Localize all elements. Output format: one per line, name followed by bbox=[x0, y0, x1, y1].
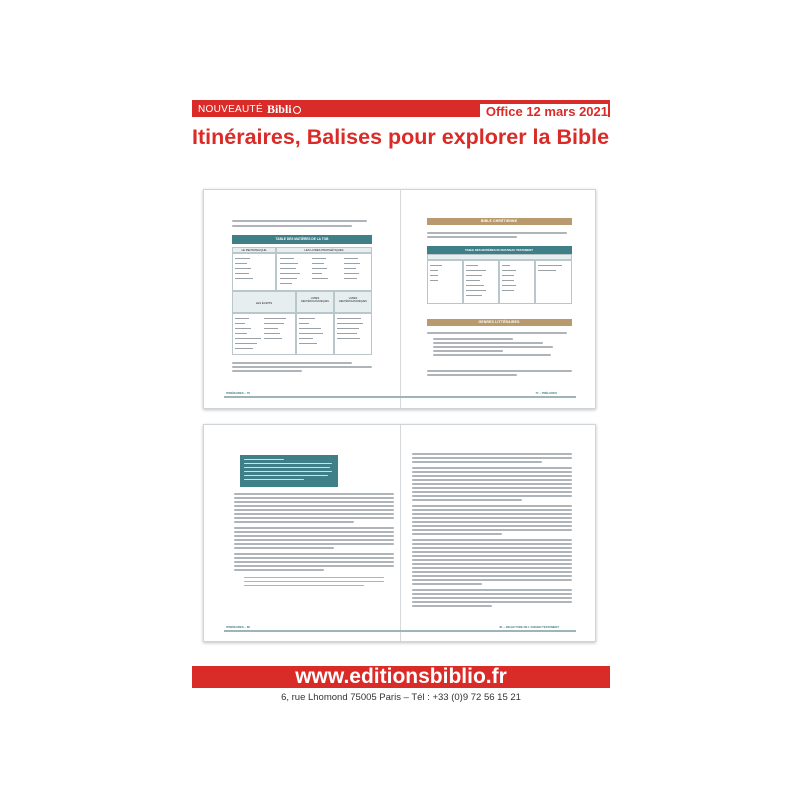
biblio-logo bbox=[267, 102, 301, 117]
page-footer: 77 – PRÉLUDES bbox=[535, 391, 557, 395]
text-line bbox=[412, 513, 572, 515]
text-line bbox=[234, 565, 394, 567]
cell-text bbox=[280, 263, 298, 264]
spread1-left-page bbox=[204, 190, 400, 408]
cell-text bbox=[299, 323, 309, 324]
cell-text bbox=[235, 273, 249, 274]
cell-text bbox=[466, 290, 486, 291]
bullet-line bbox=[433, 354, 551, 356]
footnote-line bbox=[232, 370, 302, 372]
table-cell bbox=[463, 260, 499, 304]
text-line bbox=[234, 553, 394, 555]
text-line bbox=[412, 583, 482, 585]
cell-text bbox=[264, 333, 280, 334]
cell-text bbox=[299, 328, 321, 329]
col-deutero-2: LIVRES DEUTÉROCANONIQUES bbox=[334, 291, 372, 313]
text-line bbox=[234, 501, 394, 503]
text-line bbox=[234, 505, 394, 507]
col-pentateuque: LE PENTATEUQUE bbox=[232, 247, 276, 253]
page-title: Itinéraires, Balises pour explorer la Bible bbox=[192, 125, 610, 149]
text-line bbox=[412, 509, 572, 511]
cell-text bbox=[235, 333, 247, 334]
text-line bbox=[234, 521, 354, 523]
text-line bbox=[412, 551, 572, 553]
cell-text bbox=[280, 283, 292, 284]
section-bible-chretienne: BIBLE CHRÉTIENNE bbox=[427, 218, 572, 225]
cell-text bbox=[430, 270, 438, 271]
cell-text bbox=[344, 273, 359, 274]
text-line bbox=[234, 543, 394, 545]
text-line bbox=[234, 509, 394, 511]
text-line bbox=[412, 471, 572, 473]
text-line bbox=[427, 332, 567, 334]
cell-text bbox=[466, 275, 482, 276]
cell-text bbox=[430, 280, 438, 281]
cell-text bbox=[430, 265, 442, 266]
nouveaute-label: NOUVEAUTÉ bbox=[198, 103, 263, 115]
text-line bbox=[427, 236, 517, 238]
cell-text bbox=[235, 348, 253, 349]
text-line bbox=[412, 575, 572, 577]
text-line bbox=[412, 605, 492, 607]
text-line bbox=[412, 539, 572, 541]
text-line bbox=[412, 543, 572, 545]
cell-text bbox=[466, 280, 480, 281]
cell-text bbox=[502, 290, 514, 291]
logo-text: Bibli bbox=[266, 101, 292, 116]
cell-text bbox=[235, 263, 247, 264]
cell-text bbox=[337, 318, 361, 319]
text-line bbox=[234, 497, 394, 499]
publisher-address: 6, rue Lhomond 75005 Paris – Tél : +33 (0)9 72 56 15 21 bbox=[281, 692, 521, 703]
text-line bbox=[234, 547, 334, 549]
text-line bbox=[412, 487, 572, 489]
cell-text bbox=[502, 270, 516, 271]
col-deutero-1: LIVRES DEUTÉROCANONIQUES bbox=[296, 291, 334, 313]
cell-text bbox=[502, 285, 516, 286]
cell-text bbox=[538, 270, 556, 271]
cell-text bbox=[299, 318, 315, 319]
spread1-right-page bbox=[400, 190, 596, 408]
cell-text bbox=[312, 273, 322, 274]
col-prophetiques: LES LIVRES PROPHÉTIQUES bbox=[276, 247, 372, 253]
page-footer: ITINÉRAIRES – 80 bbox=[226, 625, 250, 629]
bullet-line bbox=[433, 350, 503, 352]
text-line bbox=[412, 517, 572, 519]
text-line bbox=[412, 567, 572, 569]
text-line bbox=[412, 579, 572, 581]
footnote-line bbox=[427, 374, 517, 376]
text-line bbox=[412, 461, 542, 463]
cell-text bbox=[502, 265, 510, 266]
text-line bbox=[412, 483, 572, 485]
cell-text bbox=[344, 268, 356, 269]
cell-text bbox=[264, 328, 278, 329]
cell-text bbox=[280, 268, 296, 269]
text-line bbox=[412, 467, 572, 469]
spread2-left-page bbox=[204, 425, 400, 641]
page-footer-rule bbox=[400, 630, 576, 632]
cell-text bbox=[280, 278, 297, 279]
cell-text bbox=[344, 278, 357, 279]
website-banner: www.editionsbiblio.fr bbox=[192, 666, 610, 688]
cell-text bbox=[299, 338, 313, 339]
page-footer-rule bbox=[224, 630, 400, 632]
page-footer: 81 – RELECTURE DE L'ANCIEN TESTAMENT bbox=[499, 625, 560, 629]
text-line bbox=[412, 529, 572, 531]
text-line bbox=[412, 589, 572, 591]
cell-text bbox=[430, 275, 438, 276]
cell-text bbox=[337, 328, 359, 329]
brand bbox=[198, 102, 301, 116]
cell-text bbox=[337, 338, 360, 339]
note-line bbox=[244, 585, 364, 586]
text-line bbox=[232, 225, 352, 227]
text-line bbox=[412, 499, 522, 501]
text-line bbox=[234, 493, 394, 495]
logo-circle-icon bbox=[293, 106, 301, 114]
table-cell bbox=[427, 260, 463, 304]
cell-text bbox=[466, 285, 484, 286]
page-footer-rule bbox=[400, 396, 576, 398]
cell-text bbox=[235, 318, 249, 319]
col-ecrits: LES ÉCRITS bbox=[232, 291, 296, 313]
cell-text bbox=[502, 275, 514, 276]
cell-text bbox=[280, 258, 294, 259]
cell-text bbox=[466, 295, 482, 296]
text-line bbox=[234, 569, 324, 571]
text-line bbox=[412, 457, 572, 459]
bullet-line bbox=[433, 342, 543, 344]
text-line bbox=[412, 597, 572, 599]
cell-text bbox=[466, 270, 486, 271]
cell-text bbox=[299, 333, 323, 334]
cell-text bbox=[337, 323, 363, 324]
text-line bbox=[412, 453, 572, 455]
text-line bbox=[412, 563, 572, 565]
section-genres-litteraires: GENRES LITTÉRAIRES bbox=[427, 319, 572, 326]
cell-text bbox=[312, 278, 328, 279]
text-line bbox=[412, 559, 572, 561]
cell-text bbox=[312, 268, 327, 269]
cell-text bbox=[344, 258, 358, 259]
cell-text bbox=[264, 318, 286, 319]
text-line bbox=[232, 220, 367, 222]
tob-table-title: TABLE DES MATIÈRES DE LA TOB bbox=[232, 235, 372, 244]
text-line bbox=[234, 531, 394, 533]
cell-text bbox=[344, 263, 360, 264]
text-line bbox=[412, 521, 572, 523]
page-footer: ITINÉRAIRES – 76 bbox=[226, 391, 250, 395]
text-line bbox=[412, 547, 572, 549]
bullet-line bbox=[433, 338, 513, 340]
cell-text bbox=[299, 343, 317, 344]
cell-text bbox=[235, 328, 251, 329]
text-line bbox=[412, 593, 572, 595]
text-line bbox=[234, 557, 394, 559]
footnote-line bbox=[232, 366, 372, 368]
note-line bbox=[244, 577, 384, 578]
text-line bbox=[412, 495, 572, 497]
office-date: Office 12 mars 2021 bbox=[480, 104, 608, 119]
cell-text bbox=[235, 323, 245, 324]
cell-text bbox=[235, 278, 253, 279]
bullet-line bbox=[433, 346, 553, 348]
cell-text bbox=[264, 338, 282, 339]
text-line bbox=[412, 533, 502, 535]
cell-text bbox=[312, 258, 326, 259]
cell-text bbox=[235, 338, 261, 339]
note-line bbox=[244, 581, 384, 582]
text-line bbox=[412, 475, 572, 477]
cell-text bbox=[337, 333, 357, 334]
cell-text bbox=[235, 343, 257, 344]
table-cell bbox=[535, 260, 572, 304]
text-line bbox=[234, 561, 394, 563]
text-line bbox=[234, 517, 394, 519]
cell-text bbox=[312, 263, 324, 264]
text-line bbox=[234, 513, 394, 515]
text-line bbox=[412, 491, 572, 493]
text-line bbox=[412, 555, 572, 557]
cell-text bbox=[235, 258, 250, 259]
text-line bbox=[412, 525, 572, 527]
spread2-right-page bbox=[400, 425, 596, 641]
nt-table-title: TABLE DES MATIÈRES DU NOUVEAU TESTAMENT bbox=[427, 246, 572, 254]
cell-text bbox=[466, 265, 478, 266]
cell-text bbox=[235, 268, 251, 269]
cell-text bbox=[502, 280, 514, 281]
text-line bbox=[412, 571, 572, 573]
cell-text bbox=[264, 323, 284, 324]
text-line bbox=[234, 539, 394, 541]
page-footer-rule bbox=[224, 396, 400, 398]
text-line bbox=[412, 479, 572, 481]
text-line bbox=[234, 535, 394, 537]
text-line bbox=[412, 601, 572, 603]
text-line bbox=[427, 232, 567, 234]
book-spread-1 bbox=[203, 189, 596, 409]
table-cell bbox=[499, 260, 535, 304]
book-spread-2 bbox=[203, 424, 596, 642]
text-line bbox=[234, 527, 394, 529]
cell-text bbox=[538, 265, 562, 266]
footnote-line bbox=[427, 370, 572, 372]
cell-text bbox=[280, 273, 300, 274]
text-line bbox=[412, 505, 572, 507]
footnote-line bbox=[232, 362, 352, 364]
